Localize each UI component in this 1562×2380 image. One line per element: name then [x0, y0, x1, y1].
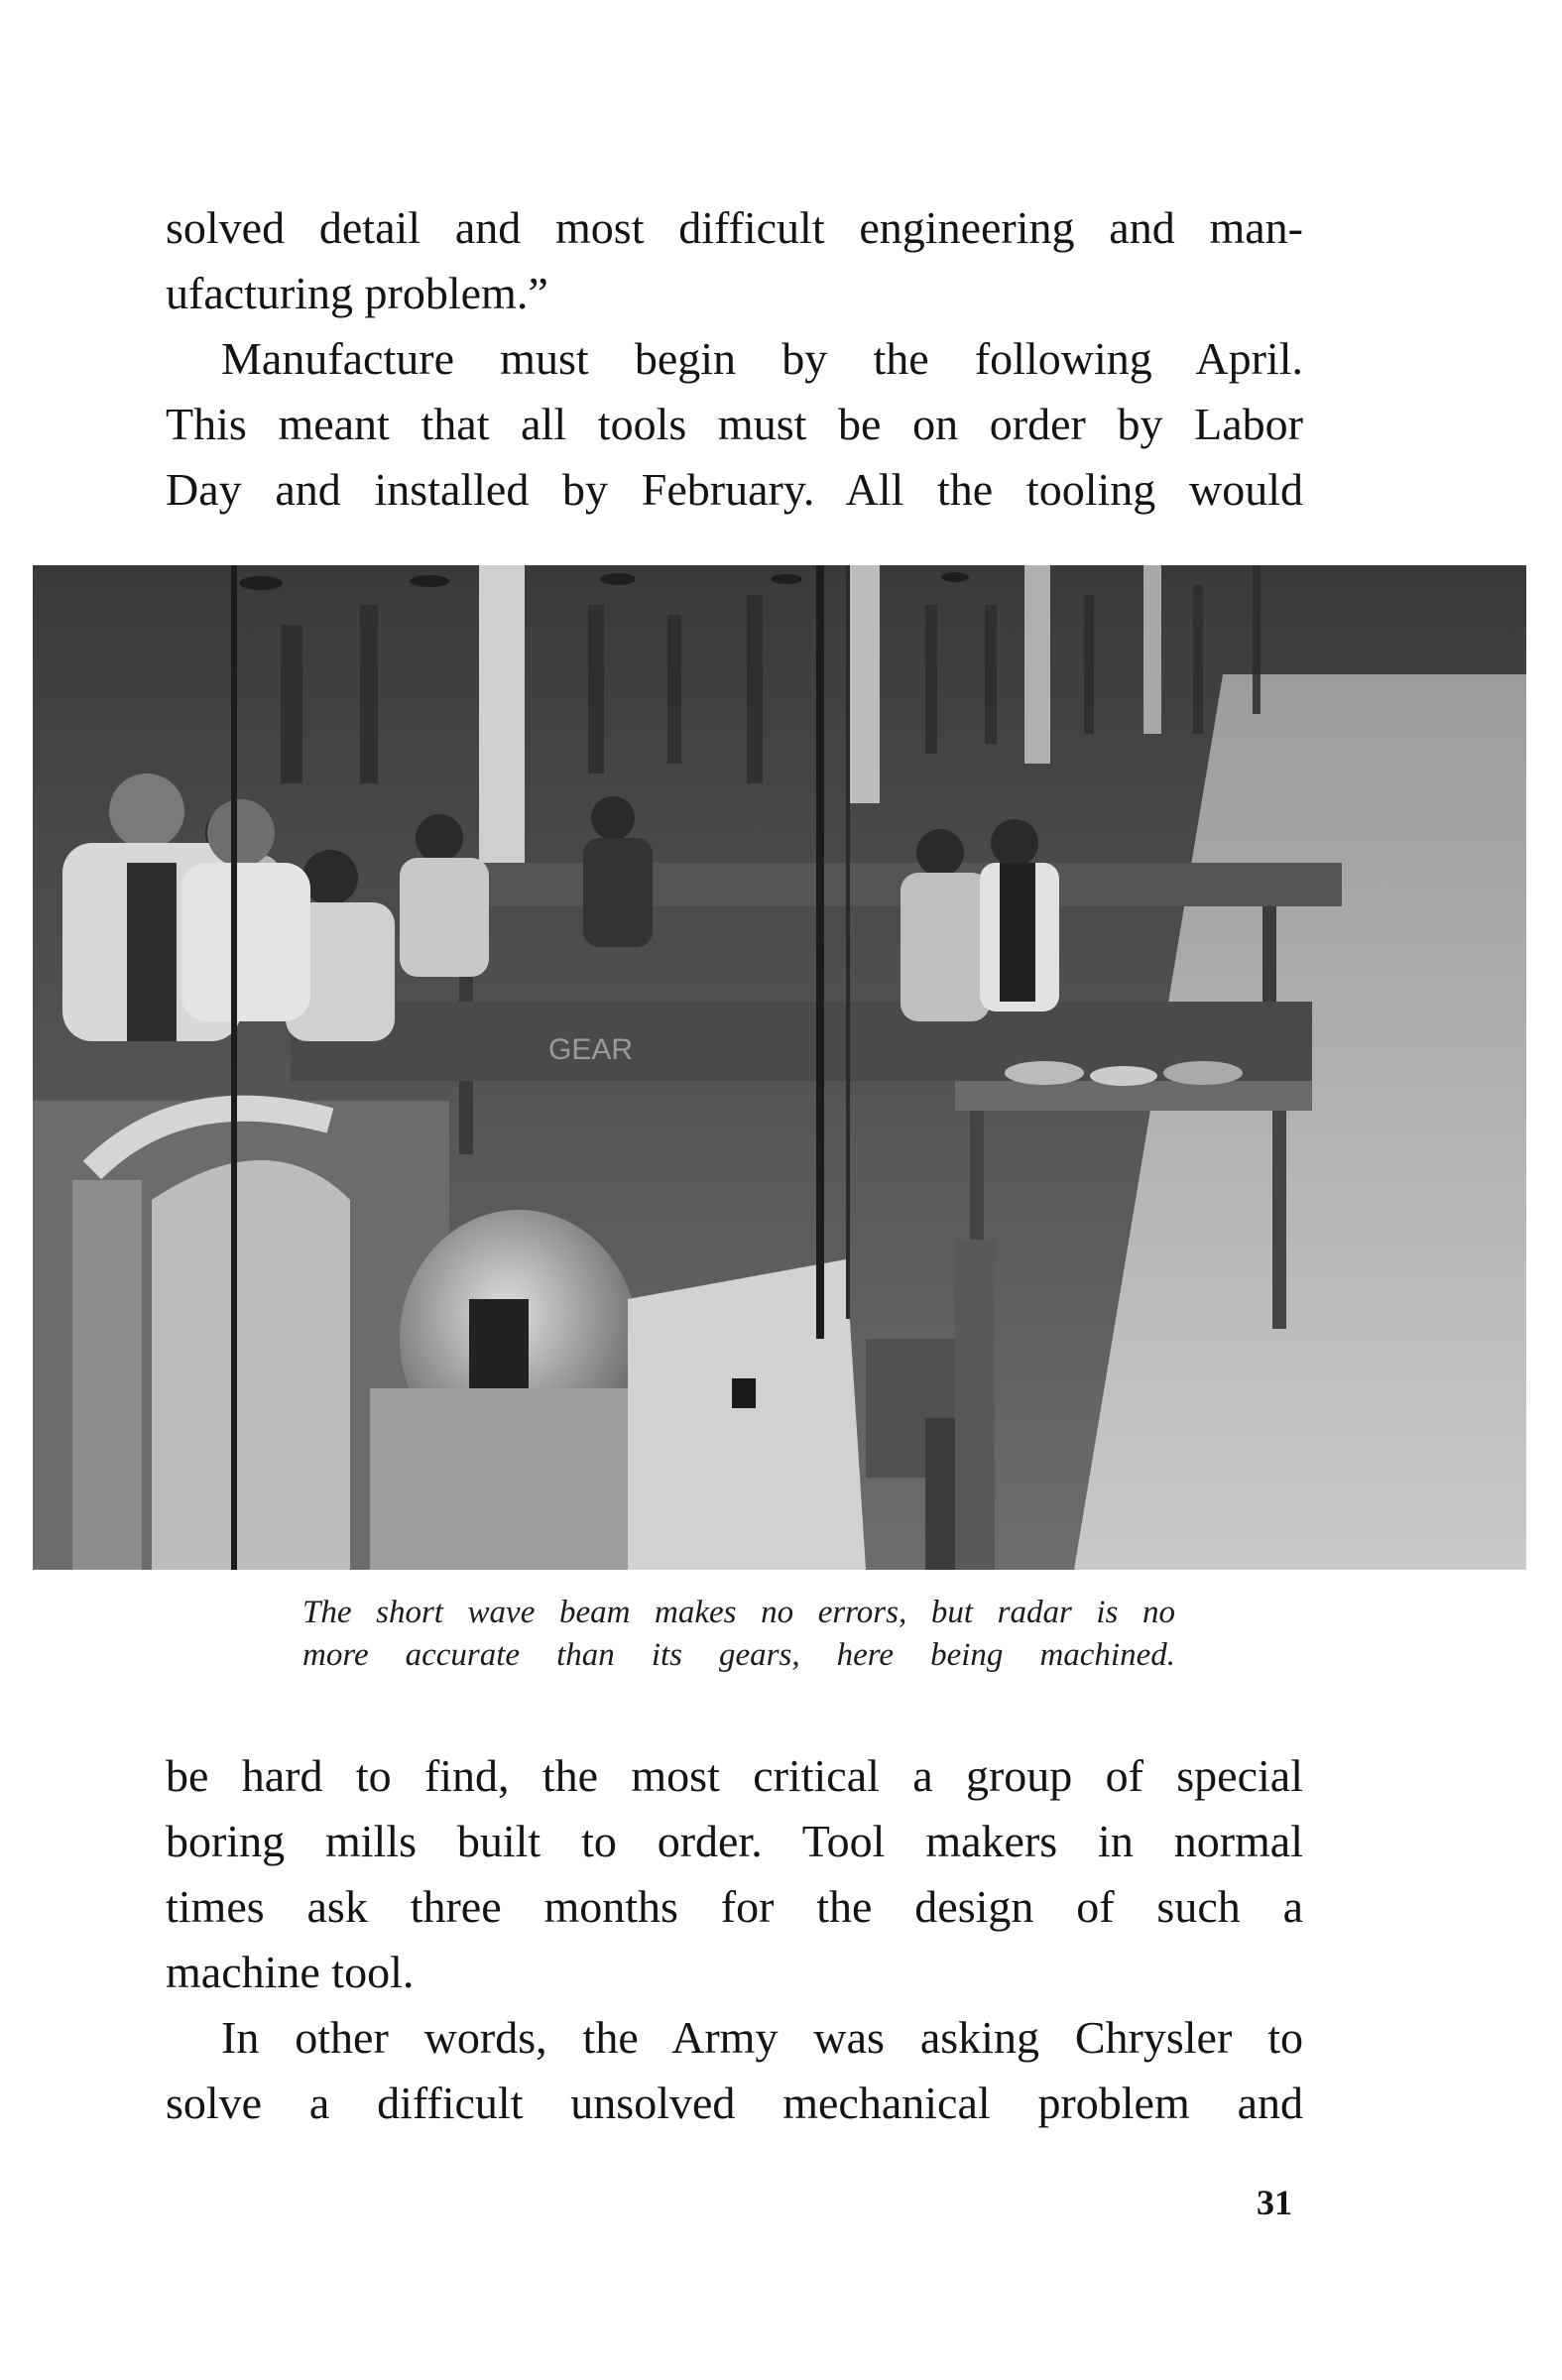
text-line: solved detail and most difficult engineering and man-	[166, 202, 1303, 253]
text-line: boring mills built to order. Tool makers in normal	[166, 1816, 1303, 1866]
page-number: 31	[1257, 2183, 1292, 2222]
text-line: Day and installed by February. All the tooling would	[166, 464, 1303, 515]
text-line: times ask three months for the design of such a	[166, 1881, 1303, 1932]
caption-line: The short wave beam makes no errors, but radar is no	[302, 1595, 1175, 1630]
text-line: ufacturing problem.”	[166, 268, 548, 318]
text-line: In other words, the Army was asking Chrysler to	[221, 2012, 1303, 2063]
factory-photo	[33, 565, 1526, 1570]
text-before-photo	[166, 195, 1303, 523]
photo-caption	[302, 1592, 1175, 1677]
text-line: This meant that all tools must be on order by Labor	[166, 399, 1303, 449]
text-line: be hard to find, the most critical a group of special	[166, 1750, 1303, 1801]
photo-sign-text: GEAR	[548, 1033, 634, 1066]
text-after-photo	[166, 1743, 1303, 2136]
text-line: solve a difficult unsolved mechanical problem and	[166, 2078, 1303, 2128]
text-line: Manufacture must begin by the following April.	[221, 333, 1303, 384]
caption-line: more accurate than its gears, here being machined.	[302, 1637, 1175, 1673]
text-line: machine tool.	[166, 1947, 415, 1997]
factory-photo-illustration	[33, 565, 1526, 1570]
